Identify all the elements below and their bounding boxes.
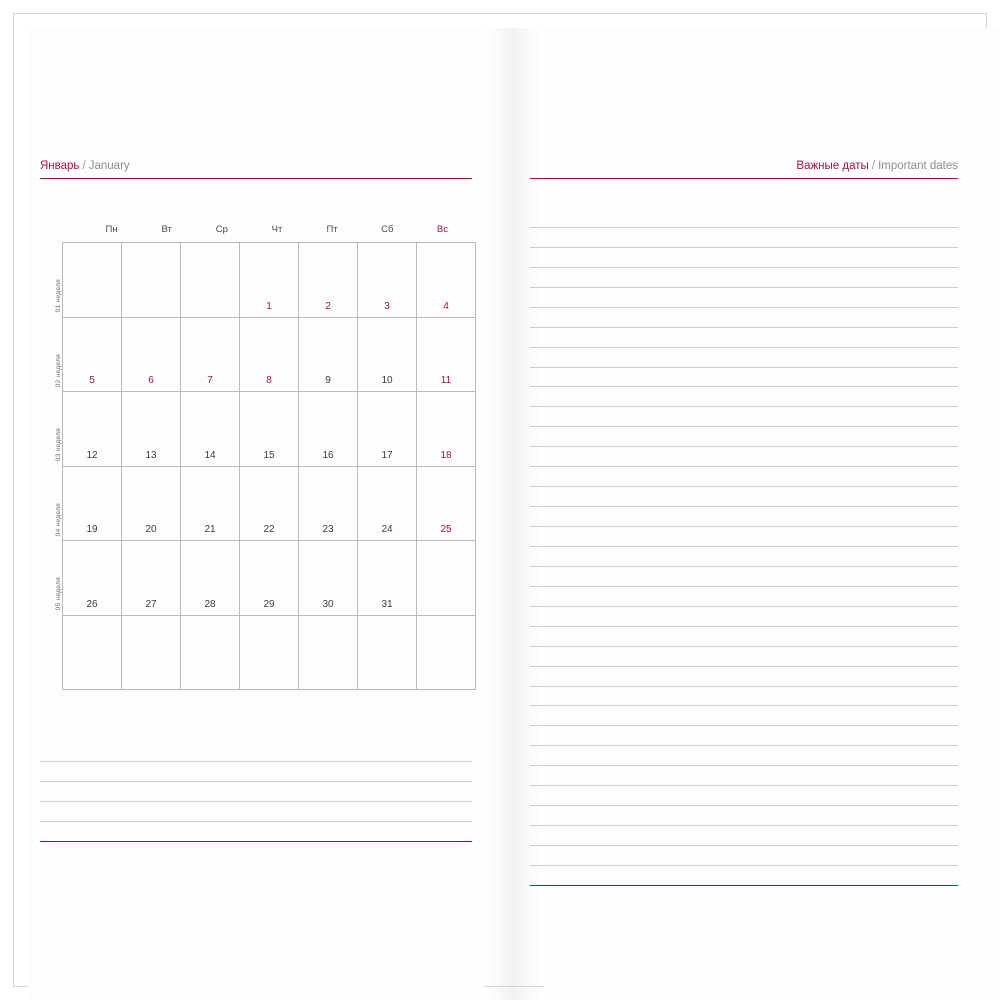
note-line[interactable]	[530, 208, 958, 228]
day-number: 4	[443, 300, 449, 312]
note-line[interactable]	[530, 407, 958, 427]
day-number: 8	[266, 375, 272, 386]
week-number-column	[55, 242, 62, 690]
day-number: 13	[145, 449, 157, 461]
day-cell[interactable]	[181, 467, 240, 542]
note-line[interactable]	[530, 587, 958, 607]
day-cell[interactable]	[299, 616, 358, 691]
note-line[interactable]	[530, 547, 958, 567]
month-title-separator: /	[82, 160, 86, 172]
note-line[interactable]	[530, 507, 958, 527]
week-label-5-text: 05 неделя	[55, 577, 62, 611]
day-cell[interactable]	[299, 467, 358, 542]
week-label-5	[55, 540, 62, 615]
note-line[interactable]	[530, 806, 958, 826]
important-dates-title-en: Important dates	[878, 160, 958, 172]
note-line[interactable]	[530, 427, 958, 447]
day-cell[interactable]	[240, 392, 299, 467]
day-cell[interactable]	[358, 467, 417, 542]
day-number: 31	[381, 598, 393, 610]
day-cell[interactable]	[181, 243, 240, 318]
day-number: 11	[440, 375, 452, 386]
weekday-header-row	[84, 218, 470, 240]
day-cell[interactable]	[122, 243, 181, 318]
day-number: 30	[322, 598, 334, 610]
note-line[interactable]	[530, 467, 958, 487]
note-line[interactable]	[530, 567, 958, 587]
note-line[interactable]	[530, 766, 958, 786]
important-dates-title-ru: Важные даты	[796, 160, 869, 172]
day-number: 1	[266, 300, 272, 312]
week-label-3	[55, 391, 62, 466]
note-line[interactable]	[530, 726, 958, 746]
day-cell[interactable]	[358, 616, 417, 691]
day-number: 14	[204, 449, 216, 461]
day-number: 5	[89, 375, 95, 386]
calendar-week-row	[63, 318, 476, 393]
note-line[interactable]	[530, 607, 958, 627]
day-number: 27	[145, 598, 157, 610]
day-number: 12	[86, 449, 98, 461]
day-number: 10	[381, 375, 393, 386]
day-number: 19	[86, 524, 98, 535]
month-header	[40, 160, 472, 179]
weekday-tue: Вт	[161, 223, 172, 235]
day-number: 21	[204, 524, 216, 535]
day-number: 25	[440, 524, 452, 535]
weekday-mon: Пн	[105, 223, 118, 235]
weekday-wed: Ср	[215, 223, 228, 235]
day-cell[interactable]	[358, 392, 417, 467]
day-cell[interactable]	[122, 318, 181, 393]
day-cell[interactable]	[240, 318, 299, 393]
day-number: 7	[207, 375, 213, 386]
note-line[interactable]	[530, 826, 958, 846]
day-number: 18	[440, 449, 452, 461]
note-line[interactable]	[530, 706, 958, 726]
note-line[interactable]	[530, 786, 958, 806]
day-cell[interactable]	[240, 541, 299, 616]
left-notes-area[interactable]	[40, 742, 472, 842]
note-line[interactable]	[40, 742, 472, 762]
right-page	[530, 160, 958, 179]
calendar-grid	[62, 242, 476, 690]
day-number: 20	[145, 524, 157, 535]
day-cell[interactable]	[299, 318, 358, 393]
day-number: 6	[148, 375, 154, 386]
day-number: 26	[86, 598, 98, 610]
day-cell[interactable]	[240, 616, 299, 691]
important-dates-lines[interactable]	[530, 208, 958, 886]
day-cell[interactable]	[240, 467, 299, 542]
day-cell[interactable]	[63, 243, 122, 318]
day-cell[interactable]	[358, 243, 417, 318]
note-line[interactable]	[530, 368, 958, 388]
day-number: 28	[204, 598, 216, 610]
day-cell[interactable]	[63, 541, 122, 616]
weekday-sun: Вс	[436, 223, 448, 235]
day-cell[interactable]	[417, 467, 476, 542]
calendar-week-row	[63, 467, 476, 542]
day-cell[interactable]	[299, 392, 358, 467]
calendar-week-row	[63, 541, 476, 616]
note-line[interactable]	[530, 268, 958, 288]
day-number: 15	[263, 449, 275, 461]
weekday-thu: Чт	[271, 223, 283, 235]
note-line[interactable]	[530, 687, 958, 707]
week-label-1	[55, 242, 62, 317]
day-number: 16	[322, 449, 334, 461]
day-cell[interactable]	[181, 541, 240, 616]
day-number: 24	[381, 524, 393, 535]
day-cell[interactable]	[417, 616, 476, 691]
note-line[interactable]	[530, 667, 958, 687]
note-line[interactable]	[530, 627, 958, 647]
week-label-4	[55, 466, 62, 541]
day-cell[interactable]	[417, 318, 476, 393]
note-line[interactable]	[40, 782, 472, 802]
week-label-2-text: 02 неделя	[55, 353, 62, 387]
month-calendar	[55, 218, 470, 690]
day-cell[interactable]	[299, 541, 358, 616]
day-cell[interactable]	[63, 392, 122, 467]
note-line[interactable]	[530, 387, 958, 407]
day-cell[interactable]	[181, 392, 240, 467]
note-line[interactable]	[530, 447, 958, 467]
note-line[interactable]	[530, 348, 958, 368]
day-number: 17	[381, 449, 393, 461]
day-cell[interactable]	[122, 541, 181, 616]
day-cell[interactable]	[181, 318, 240, 393]
week-label-3-text: 03 неделя	[55, 428, 62, 462]
important-dates-header	[530, 160, 958, 179]
day-cell[interactable]	[417, 392, 476, 467]
week-label-1-text: 01 неделя	[55, 279, 62, 313]
day-number: 2	[325, 300, 331, 312]
day-cell[interactable]	[122, 392, 181, 467]
week-label-2	[55, 317, 62, 392]
note-line[interactable]	[530, 846, 958, 866]
note-line[interactable]	[530, 288, 958, 308]
note-line[interactable]	[40, 802, 472, 822]
day-number: 9	[325, 375, 331, 386]
day-cell[interactable]	[299, 243, 358, 318]
month-title-en: January	[88, 160, 130, 172]
weekday-sat: Сб	[381, 223, 394, 235]
day-cell[interactable]	[63, 318, 122, 393]
note-line[interactable]	[530, 228, 958, 248]
day-cell[interactable]	[63, 467, 122, 542]
note-line-accent[interactable]	[40, 822, 472, 842]
day-number: 22	[263, 524, 275, 535]
day-number: 23	[322, 524, 334, 535]
week-label-4-text: 04 неделя	[55, 502, 62, 536]
day-cell[interactable]	[122, 467, 181, 542]
day-cell[interactable]	[417, 541, 476, 616]
note-line[interactable]	[530, 328, 958, 348]
day-cell[interactable]	[181, 616, 240, 691]
day-cell[interactable]	[358, 318, 417, 393]
left-page	[40, 160, 472, 611]
calendar-week-row	[63, 392, 476, 467]
note-line[interactable]	[40, 762, 472, 782]
note-line[interactable]	[530, 746, 958, 766]
note-line[interactable]	[530, 248, 958, 268]
day-cell[interactable]	[417, 243, 476, 318]
day-cell[interactable]	[240, 243, 299, 318]
day-number: 29	[263, 598, 275, 610]
calendar-week-row	[63, 616, 476, 691]
day-cell[interactable]	[358, 541, 417, 616]
day-number: 3	[384, 300, 390, 312]
day-cell[interactable]	[63, 616, 122, 691]
note-line[interactable]	[530, 308, 958, 328]
day-cell[interactable]	[122, 616, 181, 691]
calendar-body	[55, 242, 470, 690]
weekday-fri: Пт	[326, 223, 338, 235]
important-dates-separator: /	[871, 160, 876, 172]
calendar-week-row	[63, 243, 476, 318]
note-line-accent[interactable]	[530, 866, 958, 886]
note-line[interactable]	[530, 647, 958, 667]
note-line[interactable]	[530, 487, 958, 507]
note-line[interactable]	[530, 527, 958, 547]
month-title-ru: Январь	[40, 160, 80, 172]
